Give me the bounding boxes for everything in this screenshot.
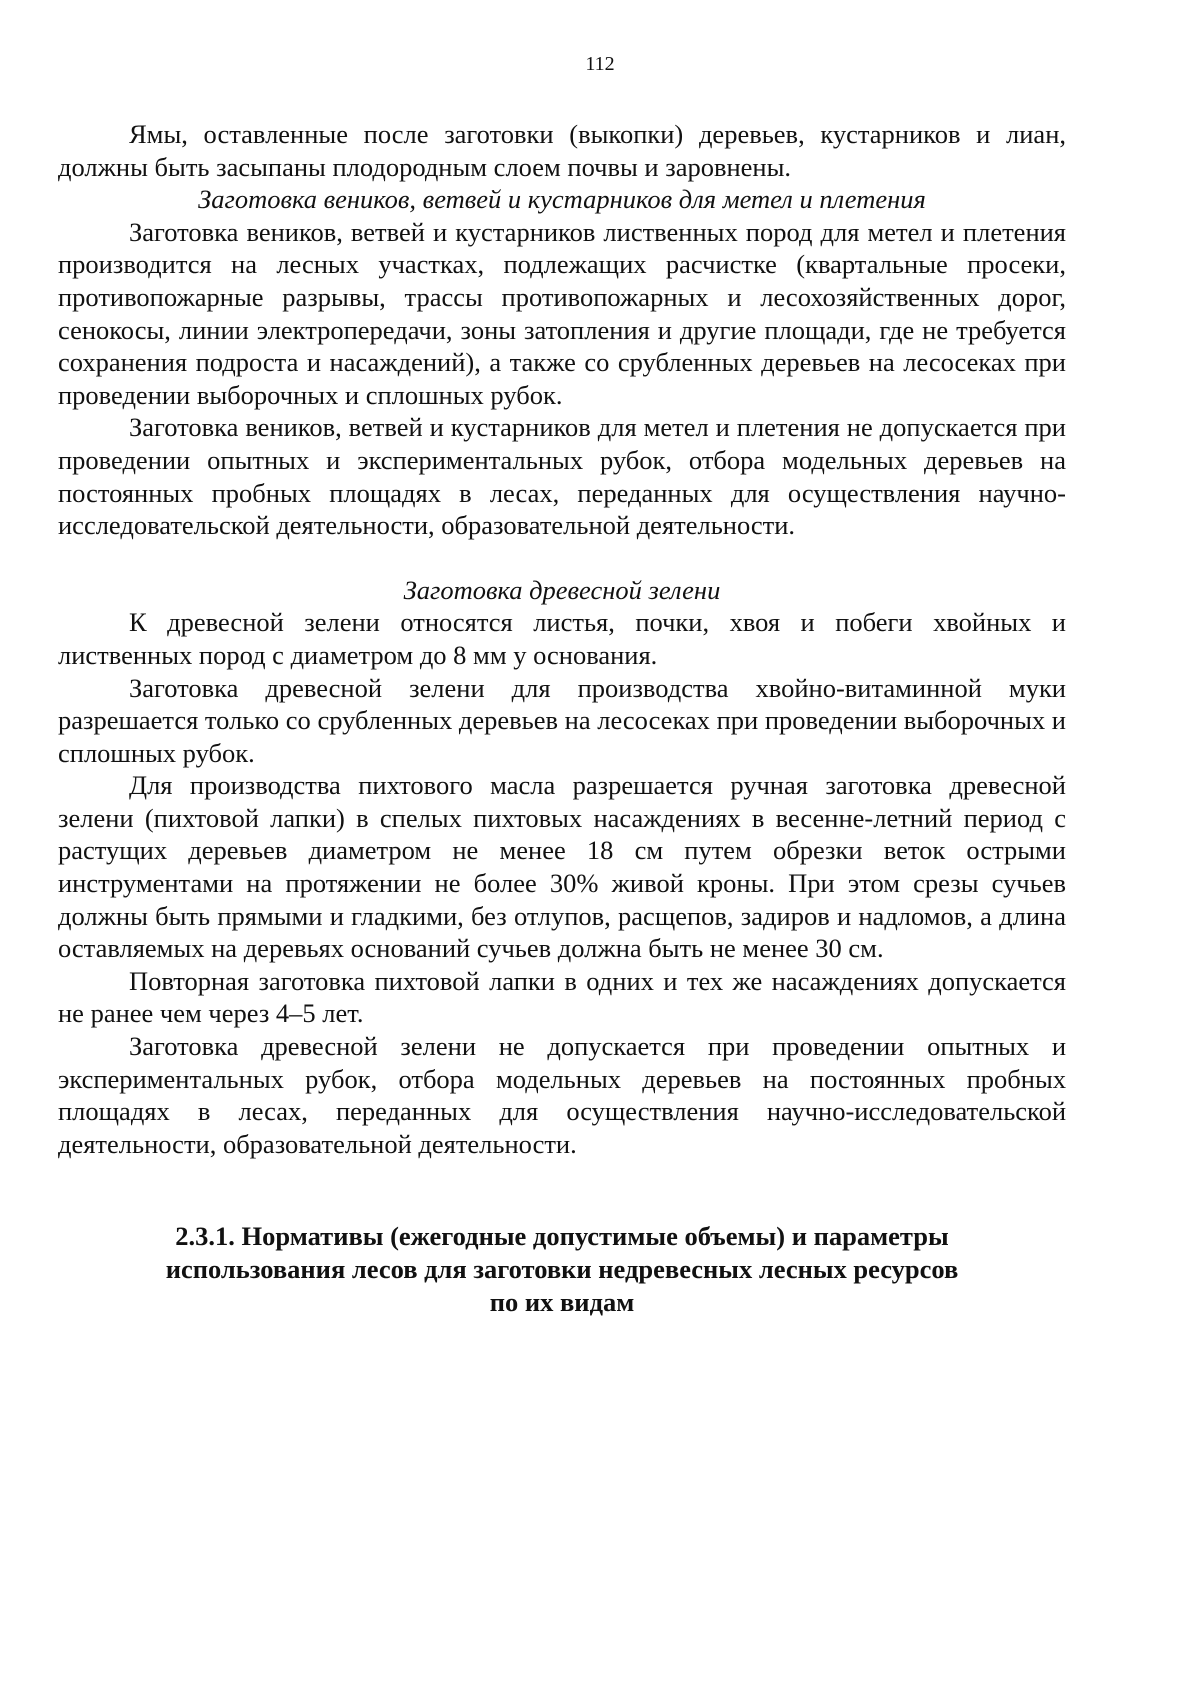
section-heading-line-1: 2.3.1. Нормативы (ежегодные допустимые объемы) и параметры bbox=[175, 1221, 949, 1252]
paragraph-greenery-prohibited: Заготовка древесной зелени не допускается при проведении опытных и экспериментальных рубок, отбора модельных деревьев на постоянных пробных площадях в лесах, переданных для осуществления научно-исследовательской деятельности, образовательной деятельности. bbox=[58, 1031, 1066, 1159]
paragraph-pits-backfill: Ямы, оставленные после заготовки (выкопки) деревьев, кустарников и лиан, должны быть засыпаны плодородным слоем почвы и заровнены. bbox=[58, 119, 1066, 182]
page-number: 112 bbox=[585, 53, 615, 75]
paragraph-greenery-definition: К древесной зелени относятся листья, почки, хвоя и побеги хвойных и лиственных пород с диаметром до 8 мм у основания. bbox=[58, 607, 1066, 670]
page-content bbox=[58, 118, 1066, 1318]
section-heading bbox=[58, 1220, 1066, 1318]
section-heading-line-3: по их видам bbox=[489, 1286, 635, 1317]
section-heading-line-2: использования лесов для заготовки недревесных лесных ресурсов bbox=[165, 1254, 959, 1284]
subheading-tree-greenery: Заготовка древесной зелени bbox=[403, 574, 721, 605]
paragraph-fir-oil: Для производства пихтового масла разрешается ручная заготовка древесной зелени (пихтовой лапки) в спелых пихтовых насаждениях в весенне-летний период с растущих деревьев диаметром не менее 18 см путем обрезки веток острыми инструментами на протяжении не более 30% живой кроны. При этом срезы сучьев должны быть прямыми и гладкими, без отлупов, расщепов, задиров и надломов, а длина оставляемых на деревьях оснований сучьев должна быть не менее 30 см. bbox=[58, 770, 1066, 964]
paragraph-brooms-prohibited: Заготовка веников, ветвей и кустарников для метел и плетения не допускается при проведении опытных и экспериментальных рубок, отбора модельных деревьев на постоянных пробных площадях в лесах, переданных для осуществления научно-исследовательской деятельности, образовательной деятельности. bbox=[58, 412, 1066, 541]
paragraph-repeat-harvest: Повторная заготовка пихтовой лапки в одних и тех же насаждениях допускается не ранее чем через 4–5 лет. bbox=[58, 965, 1066, 1029]
subheading-brooms-branches: Заготовка веников, ветвей и кустарников для метел и плетения bbox=[198, 184, 926, 215]
paragraph-greenery-flour: Заготовка древесной зелени для производства хвойно-витаминной муки разрешается только со срубленных деревьев на лесосеках при проведении выборочных и сплошных рубок. bbox=[58, 672, 1066, 768]
paragraph-brooms-allowed: Заготовка веников, ветвей и кустарников лиственных пород для метел и плетения производится на лесных участках, подлежащих расчистке (квартальные просеки, противопожарные разрывы, трассы противопожарных и лесохозяйственных дорог, сенокосы, линии электропередачи, зоны затопления и другие площади, где не требуется сохранения подроста и насаждений), а также со срубленных деревьев на лесосеках при проведении выборочных и сплошных рубок. bbox=[58, 216, 1066, 410]
